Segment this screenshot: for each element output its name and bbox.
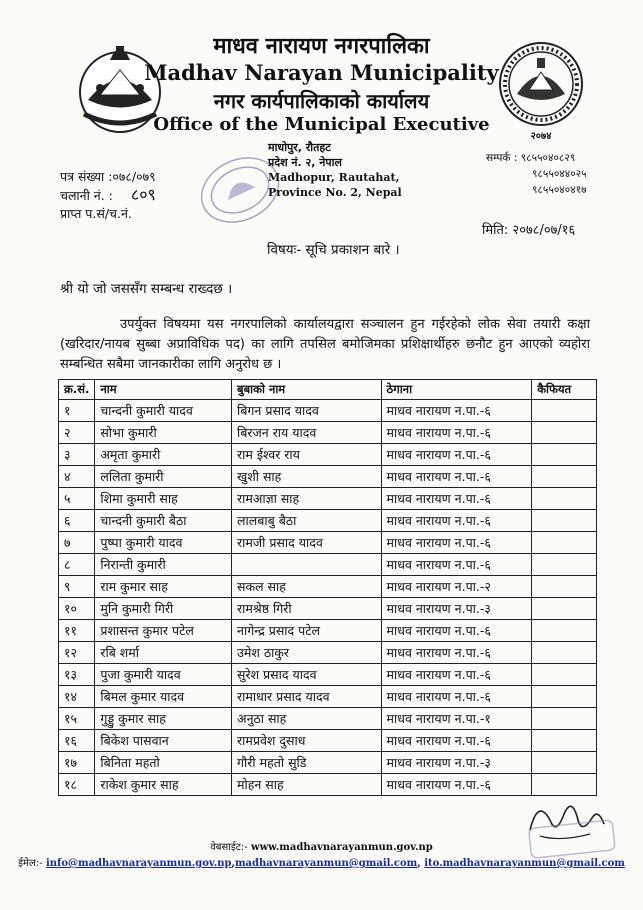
cell-address: माधव नारायण न.पा.-२ — [381, 576, 532, 598]
cell-serial: ९ — [59, 576, 95, 598]
cell-name: बिकेश पासवान — [95, 730, 232, 752]
cell-serial: १ — [59, 400, 95, 422]
contact-phone-1: ९८५५०४०८२९ — [520, 152, 576, 164]
cell-father-name: अनुठा साह — [232, 708, 382, 730]
cell-name: चान्दनी कुमारी बैठा — [95, 510, 232, 532]
cell-address: माधव नारायण न.पा.-६ — [381, 554, 532, 576]
table-row — [59, 686, 597, 708]
cell-serial: ८ — [59, 554, 95, 576]
address-en: Madhopur, Rautahat, — [268, 171, 400, 184]
cell-address: माधव नारायण न.पा.-६ — [381, 774, 532, 796]
cell-name: ललिता कुमारी — [95, 466, 232, 488]
cell-name: बिमल कुमार यादव — [95, 686, 232, 708]
cell-address: माधव नारायण न.पा.-६ — [381, 686, 532, 708]
cell-name: प्रशासन्त कुमार पटेल — [95, 620, 232, 642]
municipality-title-np: माधव नारायण नगरपालिका — [213, 34, 430, 59]
table-row — [59, 730, 597, 752]
cell-serial: १४ — [59, 686, 95, 708]
cell-father-name — [232, 554, 382, 576]
cell-remarks — [532, 620, 597, 642]
cell-name: निरान्ती कुमारी — [95, 554, 232, 576]
table-header-row — [59, 380, 597, 400]
cell-remarks — [532, 510, 597, 532]
table-row — [59, 752, 597, 774]
table-row — [59, 444, 597, 466]
cell-father-name: सकल साह — [232, 576, 382, 598]
municipality-title-en: Madhav Narayan Municipality — [144, 60, 499, 85]
cell-address: माधव नारायण न.पा.-६ — [381, 642, 532, 664]
header-remarks: कैफियत — [532, 380, 597, 400]
email-link-gmail[interactable]: madhavnarayanmun@gmail.com — [234, 858, 418, 869]
office-title-en: Office of the Municipal Executive — [153, 114, 490, 135]
cell-father-name: रामाधार प्रसाद यादव — [232, 686, 382, 708]
contact-phone-2: ९८५५०४४०२५ — [532, 168, 587, 180]
cell-name: बिनिता महतो — [95, 752, 232, 774]
province-en: Province No. 2, Nepal — [268, 186, 402, 199]
header-father-name: बुबाको नाम — [232, 380, 382, 400]
contact-line-1 — [486, 150, 587, 166]
chalani-line — [60, 186, 156, 205]
cell-serial: १७ — [59, 752, 95, 774]
table-row — [59, 664, 597, 686]
contact-block — [486, 150, 587, 198]
cell-father-name: रामप्रवेश दुसाध — [232, 730, 382, 752]
table-row — [59, 400, 597, 422]
contact-label: सम्पर्क : — [486, 152, 518, 164]
cell-father-name: गौरी महतो सुडि — [232, 752, 382, 774]
cell-remarks — [532, 774, 597, 796]
table-row — [59, 488, 597, 510]
cell-serial: ४ — [59, 466, 95, 488]
cell-father-name: रामश्रेष्ठ गिरी — [232, 598, 382, 620]
prapta-line: प्राप्त प.सं/च.नं. — [60, 206, 132, 221]
cell-remarks — [532, 708, 597, 730]
reference-block — [60, 168, 156, 223]
cell-name: राम कुमार साह — [95, 576, 232, 598]
cell-name: पुजा कुमारी यादव — [95, 664, 232, 686]
cell-remarks — [532, 664, 597, 686]
cell-serial: १६ — [59, 730, 95, 752]
cell-remarks — [532, 400, 597, 422]
cell-remarks — [532, 554, 597, 576]
cell-father-name: सुरेश प्रसाद यादव — [232, 664, 382, 686]
cell-name: शिमा कुमारी साह — [95, 488, 232, 510]
cell-serial: १३ — [59, 664, 95, 686]
cell-address: माधव नारायण न.पा.-६ — [381, 422, 532, 444]
cell-name: रबि शर्मा — [95, 642, 232, 664]
cell-remarks — [532, 466, 597, 488]
website-label: वेबसाईट:- — [210, 842, 248, 853]
cell-name: चान्दनी कुमारी यादव — [95, 400, 232, 422]
contact-phone-3: ९८५५०४०४१७ — [532, 184, 587, 196]
cell-remarks — [532, 598, 597, 620]
cell-father-name: उमेश ठाकुर — [232, 642, 382, 664]
table-row — [59, 510, 597, 532]
trainee-table — [58, 379, 597, 796]
cell-father-name: रामजी प्रसाद यादव — [232, 532, 382, 554]
letter-date: मिति: २०७८/०७/१६ — [482, 223, 576, 238]
footer-email-line: ईमेल:- info@madhavnarayanmun.gov.np,madhavnarayanmun@gmail.com, ito.madhavnarayanmun@gmail.com — [18, 858, 625, 869]
table-row — [59, 598, 597, 620]
cell-serial: ११ — [59, 620, 95, 642]
cell-name: पुष्पा कुमारी यादव — [95, 532, 232, 554]
website-link[interactable]: www.madhavnarayanmun.gov.np — [250, 842, 433, 853]
cell-address: माधव नारायण न.पा.-३ — [381, 752, 532, 774]
cell-remarks — [532, 576, 597, 598]
cell-address: माधव नारायण न.पा.-६ — [381, 466, 532, 488]
cell-name: राकेश कुमार साह — [95, 774, 232, 796]
letter-body: उपर्युक्त विषयमा यस नगरपालिको कार्यालयद्वारा सञ्चालन हुन गईरहेको लोक सेवा तयारी कक्षा (खरिदार/नायब सुब्बा अप्राविधिक पद) का लागि तपसिल बमोजिमका प्रशिक्षार्थीहरु छनौट हुन आएको व्यहोरा सम्बन्धित सबैमा जानकारीका लागि अनुरोध छ । — [60, 317, 590, 372]
cell-address: माधव नारायण न.पा.-६ — [381, 620, 532, 642]
table-row — [59, 774, 597, 796]
cell-father-name: बिगन प्रसाद यादव — [232, 400, 382, 422]
cell-father-name: नागेन्द्र प्रसाद पटेल — [232, 620, 382, 642]
cell-address: माधव नारायण न.पा.-६ — [381, 444, 532, 466]
chalani-label: चलानी नं. : — [60, 188, 113, 203]
letter-addressee: श्री यो जो जससँग सम्बन्ध राख्दछ । — [60, 281, 233, 297]
cell-father-name: मोहन साह — [232, 774, 382, 796]
cell-address: माधव नारायण न.पा.-१ — [381, 708, 532, 730]
cell-remarks — [532, 730, 597, 752]
cell-serial: १० — [59, 598, 95, 620]
table-row — [59, 554, 597, 576]
table-row — [59, 576, 597, 598]
table-row — [59, 422, 597, 444]
email-link-info[interactable]: info@madhavnarayanmun.gov.np — [45, 858, 232, 869]
email-label: ईमेल:- — [18, 858, 43, 869]
header-name: नाम — [95, 380, 232, 400]
patra-sankhya: पत्र संख्या :०७८/०७९ — [60, 169, 156, 184]
cell-address: माधव नारायण न.पा.-६ — [381, 730, 532, 752]
cell-name: मुनि कुमारी गिरी — [95, 598, 232, 620]
province-np: प्रदेश नं. २, नेपाल — [268, 156, 342, 169]
cell-serial: १२ — [59, 642, 95, 664]
cell-serial: ६ — [59, 510, 95, 532]
cell-address: माधव नारायण न.पा.-६ — [381, 532, 532, 554]
table-row — [59, 708, 597, 730]
cell-address: माधव नारायण न.पा.-३ — [381, 598, 532, 620]
table-row — [59, 642, 597, 664]
cell-address: माधव नारायण न.पा.-६ — [381, 664, 532, 686]
letter-subject: विषयः- सूचि प्रकाशन बारे । — [267, 242, 400, 258]
cell-father-name: बिरजन राय यादव — [232, 422, 382, 444]
email-link-ito[interactable]: ito.madhavnarayanmun@gmail.com — [424, 858, 625, 869]
cell-name: अमृता कुमारी — [95, 444, 232, 466]
header-address: ठेगाना — [381, 380, 532, 400]
cell-father-name: खुशी साह — [232, 466, 382, 488]
cell-name: सोभा कुमारी — [95, 422, 232, 444]
seal-year: २०७४ — [530, 131, 552, 142]
chalani-value: ८०९ — [130, 185, 156, 204]
cell-remarks — [532, 532, 597, 554]
cell-remarks — [532, 444, 597, 466]
table-row — [59, 532, 597, 554]
cell-father-name: लालबाबु बैठा — [232, 510, 382, 532]
cell-address: माधव नारायण न.पा.-६ — [381, 488, 532, 510]
cell-serial: ७ — [59, 532, 95, 554]
footer-website-line — [0, 840, 643, 855]
address-np: माधोपुर, रौतहट — [268, 141, 331, 154]
cell-remarks — [532, 422, 597, 444]
header-serial: क्र.सं. — [59, 380, 95, 400]
cell-serial: १५ — [59, 708, 95, 730]
cell-address: माधव नारायण न.पा.-६ — [381, 400, 532, 422]
address-block — [268, 140, 402, 200]
table-row — [59, 466, 597, 488]
table-row — [59, 620, 597, 642]
cell-remarks — [532, 686, 597, 708]
cell-father-name: राम ईश्वर राय — [232, 444, 382, 466]
cell-serial: १८ — [59, 774, 95, 796]
cell-serial: ३ — [59, 444, 95, 466]
cell-serial: २ — [59, 422, 95, 444]
cell-serial: ५ — [59, 488, 95, 510]
cell-remarks — [532, 488, 597, 510]
cell-address: माधव नारायण न.पा.-६ — [381, 510, 532, 532]
footer — [0, 840, 643, 871]
cell-remarks — [532, 642, 597, 664]
cell-father-name: रामआज्ञा साह — [232, 488, 382, 510]
cell-remarks — [532, 752, 597, 774]
cell-name: गुड्डु कुमार साह — [95, 708, 232, 730]
office-title-np: नगर कार्यपालिकाको कार्यालय — [213, 89, 430, 113]
